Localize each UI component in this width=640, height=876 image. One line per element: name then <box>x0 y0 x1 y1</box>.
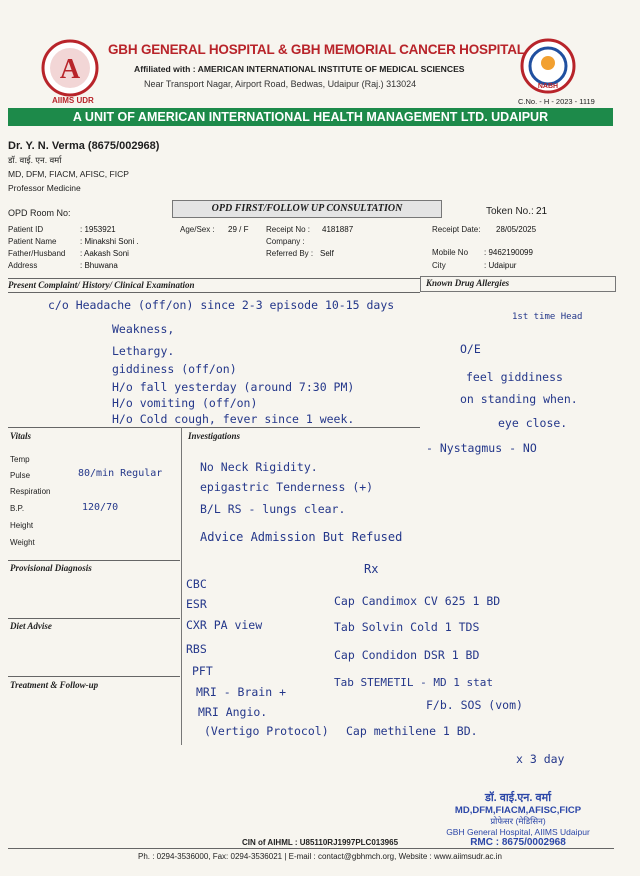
referred-label: Referred By : <box>266 249 314 258</box>
affiliation: Affiliated with : AMERICAN INTERNATIONAL INSTITUTE OF MEDICAL SCIENCES <box>134 64 465 74</box>
test-item: CBC <box>186 577 207 591</box>
stamp-hospital: GBH General Hospital, AIIMS Udaipur <box>446 827 590 837</box>
mobile-label: Mobile No <box>432 248 469 257</box>
doctor-degrees: MD, DFM, FIACM, AFISC, FICP <box>8 169 129 179</box>
test-item: (Vertigo Protocol) <box>204 724 329 738</box>
medicine-line: Tab STEMETIL - MD 1 stat <box>334 676 493 689</box>
nabh-caption: NABH <box>537 83 559 90</box>
medicine-line: Tab Solvin Cold 1 TDS <box>334 620 480 634</box>
complaint-line: H/o Cold cough, fever since 1 week. <box>112 412 355 426</box>
temp-label: Temp <box>10 455 30 464</box>
company-label: Company : <box>266 237 305 246</box>
city-label: City <box>432 261 446 270</box>
receipt-no-label: Receipt No : <box>266 225 311 234</box>
rx-symbol: Rx <box>364 562 379 576</box>
patient-name: : Minakshi Soni . <box>80 237 139 246</box>
complaint-line: giddiness (off/on) <box>112 362 237 376</box>
test-item: CXR PA view <box>186 618 263 632</box>
doctor-name-hindi: डॉ. वाई. एन. वर्मा <box>8 155 62 165</box>
right-note: - Nystagmus - NO <box>426 441 537 455</box>
aiims-logo <box>40 38 100 98</box>
exam-note: No Neck Rigidity. <box>200 460 318 474</box>
complaint-line: H/o vomiting (off/on) <box>112 396 258 410</box>
right-note: O/E <box>460 342 481 356</box>
stamp-degrees: MD,DFM,FIACM,AFISC,FICP <box>454 805 582 816</box>
consultation-title: OPD FIRST/FOLLOW UP CONSULTATION <box>172 200 442 218</box>
test-item: RBS <box>186 642 207 656</box>
test-item: ESR <box>186 597 207 611</box>
certificate-number: C.No. - H - 2023 - 1119 <box>518 97 595 106</box>
address-value: : Bhuwana <box>80 261 118 270</box>
medicine-line: Cap Candimox CV 625 1 BD <box>334 594 501 608</box>
opd-room-label: OPD Room No: <box>8 208 71 218</box>
investigations-heading: Investigations <box>188 431 241 441</box>
right-note: on standing when. <box>460 392 578 406</box>
vitals-heading: Vitals <box>10 431 32 441</box>
hospital-name: GBH GENERAL HOSPITAL & GBH MEMORIAL CANCER HOSPITAL <box>108 42 525 57</box>
token-value: 21 <box>536 206 548 217</box>
right-note: 1st time Head <box>512 312 583 322</box>
address-label: Address <box>8 261 38 270</box>
medicine-line: Cap Condidon DSR 1 BD <box>334 648 480 662</box>
footer-cin: CIN of AIHML : U85110RJ1997PLC013965 <box>241 838 399 847</box>
patient-id: : 1953921 <box>80 225 116 234</box>
patient-id-label: Patient ID <box>8 225 44 234</box>
complaint-line: Lethargy. <box>112 344 175 358</box>
test-item: MRI Angio. <box>198 705 268 719</box>
respiration-label: Respiration <box>10 487 51 496</box>
receipt-date-label: Receipt Date: <box>432 225 481 234</box>
mobile-value: : 9462190099 <box>484 248 533 257</box>
footer-contact: Ph. : 0294-3536000, Fax: 0294-3536021 | E-mail : contact@gbhmch.org, Website : www.aiimsudr.ac.in <box>137 852 503 861</box>
medicine-line: F/b. SOS (vom) <box>426 698 523 712</box>
complaint-line: H/o fall yesterday (around 7:30 PM) <box>112 380 355 394</box>
patient-name-label: Patient Name <box>8 237 57 246</box>
pulse-value: 80/min Regular <box>78 468 163 479</box>
logo-letter: A <box>59 54 81 85</box>
weight-label: Weight <box>10 538 35 547</box>
father-label: Father/Husband <box>8 249 66 258</box>
right-note: feel giddiness <box>466 370 563 384</box>
stamp-title-hindi: प्रोफेसर (मेडिसिन) <box>490 816 546 826</box>
nabh-logo <box>520 38 576 94</box>
complaint-line: Weakness, <box>112 322 175 336</box>
diet-advise-heading: Diet Advise <box>10 621 52 631</box>
pulse-label: Pulse <box>10 471 31 480</box>
hospital-address: Near Transport Nagar, Airport Road, Bedwas, Udaipur (Raj.) 313024 <box>144 79 417 89</box>
medicine-duration: x 3 day <box>516 752 565 766</box>
exam-note: epigastric Tenderness (+) <box>200 480 374 494</box>
doctor-title: Professor Medicine <box>8 183 81 193</box>
receipt-no: 4181887 <box>322 225 354 234</box>
allergies-heading: Known Drug Allergies <box>426 278 510 288</box>
receipt-date: 28/05/2025 <box>496 225 537 234</box>
bp-label: B.P. <box>10 504 25 513</box>
provisional-diagnosis-heading: Provisional Diagnosis <box>10 563 92 573</box>
complaint-line: c/o Headache (off/on) since 2-3 episode 10-15 days <box>48 298 395 312</box>
advice-note: Advice Admission But Refused <box>200 530 403 544</box>
right-note: eye close. <box>498 416 568 430</box>
logo-caption: AIIMS UDR <box>52 96 94 105</box>
test-item: MRI - Brain + <box>196 685 287 699</box>
stamp-rmc: RMC : 8675/0002968 <box>470 837 566 848</box>
height-label: Height <box>10 521 34 530</box>
doctor-name: Dr. Y. N. Verma (8675/002968) <box>8 140 160 152</box>
city-value: : Udaipur <box>484 261 517 270</box>
token-label: Token No.: <box>486 206 534 217</box>
complaint-heading: Present Complaint/ History/ Clinical Examination <box>8 280 195 290</box>
medicine-line: Cap methilene 1 BD. <box>346 724 478 738</box>
treatment-heading: Treatment & Follow-up <box>10 680 99 690</box>
referred-value: Self <box>320 249 334 258</box>
bp-value: 120/70 <box>82 502 119 513</box>
stamp-name-hindi: डॉ. वाई.एन. वर्मा <box>484 792 552 804</box>
test-item: PFT <box>192 664 213 678</box>
age-sex-label: Age/Sex : <box>180 225 215 234</box>
exam-note: B/L RS - lungs clear. <box>200 502 346 516</box>
father-name: : Aakash Soni <box>80 249 129 258</box>
age-sex-value: 29 / F <box>228 225 249 234</box>
unit-banner: A UNIT OF AMERICAN INTERNATIONAL HEALTH MANAGEMENT LTD. UDAIPUR <box>8 108 613 126</box>
